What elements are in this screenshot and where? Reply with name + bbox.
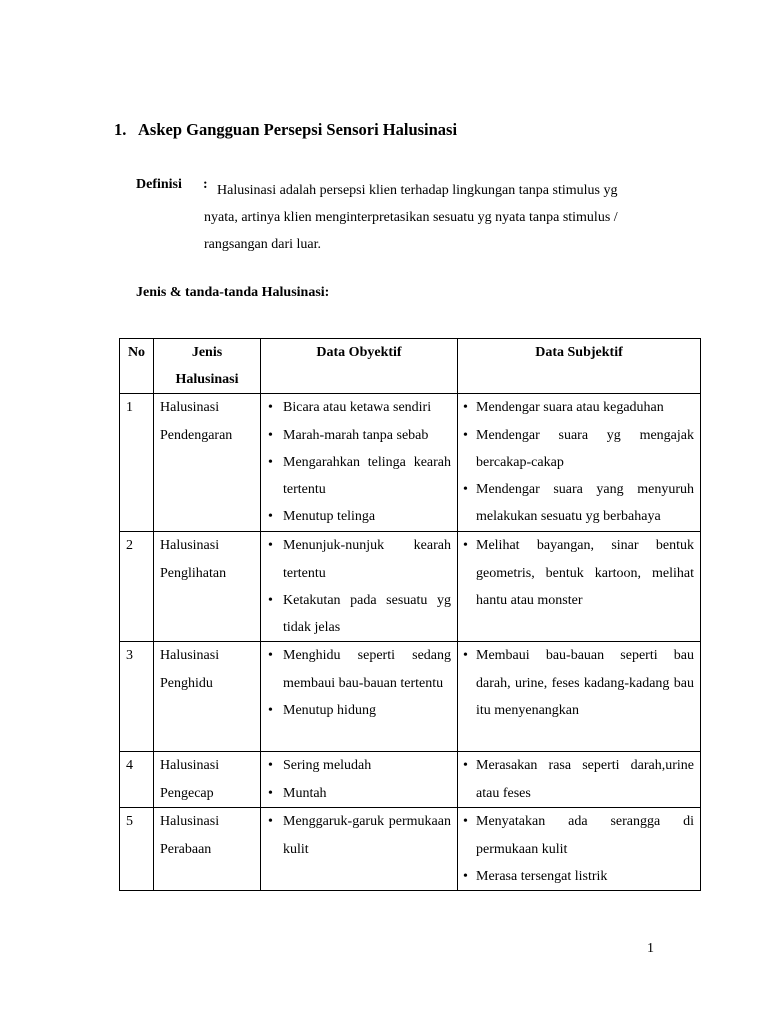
bullet-icon: • <box>268 814 273 830</box>
list-item <box>267 449 451 503</box>
row-subjektif <box>458 808 701 891</box>
list-item <box>267 752 451 779</box>
list-item-text: Merasa tersengat listrik <box>476 868 608 884</box>
table-row <box>120 642 701 752</box>
halusinasi-table <box>119 338 701 891</box>
row-number: 2 <box>120 532 154 642</box>
list-item <box>267 503 451 530</box>
obyektif-list <box>267 808 451 862</box>
bullet-icon: • <box>463 648 468 664</box>
row-jenis <box>154 532 261 642</box>
bullet-icon: • <box>268 509 273 525</box>
bullet-icon: • <box>463 427 468 443</box>
list-item <box>267 780 451 807</box>
subjektif-list <box>464 642 694 724</box>
definition-line: rangsangan dari luar. <box>204 237 322 252</box>
list-item <box>267 808 451 862</box>
list-item-text: Membaui bau-bauan seperti bau darah, urine, feses kadang-kadang bau itu menyenangkan <box>476 648 694 718</box>
table-row <box>120 808 701 891</box>
list-item-text: Merasakan rasa seperti darah,urine atau feses <box>476 758 694 801</box>
obyektif-list <box>267 532 451 641</box>
list-item <box>464 422 694 476</box>
list-item-text: Marah-marah tanpa sebab <box>283 427 429 443</box>
header-subjektif: Data Subjektif <box>458 339 701 394</box>
row-subjektif <box>458 532 701 642</box>
list-item-text: Sering meludah <box>283 758 372 774</box>
page-number: 1 <box>647 941 654 956</box>
list-item <box>267 697 451 724</box>
row-obyektif <box>261 752 458 808</box>
row-jenis-line: Halusinasi <box>160 538 220 554</box>
list-item-text: Menyatakan ada serangga di permukaan kulit <box>476 814 694 857</box>
row-number: 1 <box>120 394 154 532</box>
subjektif-list <box>464 394 694 530</box>
row-jenis-line: Penglihatan <box>160 565 227 581</box>
list-item-text: Mendengar suara atau kegaduhan <box>476 400 664 416</box>
bullet-icon: • <box>463 814 468 830</box>
header-no: No <box>120 339 154 394</box>
list-item-text: Menunjuk-nunjuk kearah tertentu <box>283 538 451 581</box>
obyektif-list <box>267 394 451 530</box>
bullet-icon: • <box>268 648 273 664</box>
row-jenis <box>154 808 261 891</box>
row-obyektif <box>261 394 458 532</box>
row-jenis-line: Halusinasi <box>160 758 220 774</box>
definition-line: nyata, artinya klien menginterpretasikan sesuatu yg nyata tanpa stimulus / <box>204 210 618 225</box>
bullet-icon: • <box>463 868 468 884</box>
list-item-text: Menutup telinga <box>283 509 376 525</box>
row-jenis-line: Perabaan <box>160 841 212 857</box>
list-item <box>267 394 451 421</box>
table-body <box>120 394 701 891</box>
row-jenis <box>154 394 261 532</box>
bullet-icon: • <box>268 785 273 801</box>
header-jenis-line: Jenis <box>191 345 223 360</box>
row-jenis-line: Halusinasi <box>160 814 220 830</box>
table-header-row <box>120 339 701 394</box>
list-item <box>464 394 694 421</box>
list-item-text: Menutup hidung <box>283 702 376 718</box>
list-item <box>464 863 694 890</box>
row-jenis <box>154 752 261 808</box>
list-item-text: Bicara atau ketawa sendiri <box>283 400 432 416</box>
row-jenis <box>154 642 261 752</box>
row-number: 3 <box>120 642 154 752</box>
bullet-icon: • <box>268 592 273 608</box>
section-title: Askep Gangguan Persepsi Sensori Halusinasi <box>138 120 458 139</box>
bullet-icon: • <box>268 427 273 443</box>
subjektif-list <box>464 808 694 890</box>
table-row <box>120 752 701 808</box>
row-jenis-line: Penghidu <box>160 675 213 691</box>
header-jenis <box>154 339 261 394</box>
list-item-text: Ketakutan pada sesuatu yg tidak jelas <box>283 592 451 636</box>
list-item <box>464 642 694 724</box>
list-item-text: Menggaruk-garuk permukaan kulit <box>283 814 451 857</box>
subjektif-list <box>464 532 694 614</box>
list-item <box>267 422 451 449</box>
row-obyektif <box>261 642 458 752</box>
list-item-text: Mendengar suara yg mengajak bercakap-cakap <box>476 427 694 470</box>
bullet-icon: • <box>268 538 273 554</box>
section-number: 1. <box>114 120 127 139</box>
table-row <box>120 532 701 642</box>
bullet-icon: • <box>463 538 468 554</box>
definition-label: Definisi <box>136 177 182 192</box>
definition-text <box>204 177 664 258</box>
row-subjektif <box>458 642 701 752</box>
row-jenis-line: Pendengaran <box>160 427 233 443</box>
bullet-icon: • <box>463 482 468 498</box>
row-subjektif <box>458 752 701 808</box>
list-item-text: Melihat bayangan, sinar bentuk geometris, bentuk kartoon, melihat hantu atau monster <box>476 538 694 608</box>
list-item-text: Menghidu seperti sedang membaui bau-bauan tertentu <box>283 648 451 691</box>
definition-line: Halusinasi adalah persepsi klien terhadap lingkungan tanpa stimulus yg <box>217 183 618 198</box>
bullet-icon: • <box>268 758 273 774</box>
list-item <box>464 476 694 530</box>
list-item <box>464 808 694 862</box>
list-item-text: Mengarahkan telinga kearah tertentu <box>283 454 451 498</box>
list-item <box>267 532 451 586</box>
row-obyektif <box>261 808 458 891</box>
bullet-icon: • <box>463 400 468 416</box>
bullet-icon: • <box>463 758 468 774</box>
list-item <box>464 752 694 806</box>
bullet-icon: • <box>268 454 273 470</box>
subjektif-list <box>464 752 694 806</box>
table-row <box>120 394 701 532</box>
definition-colon: : <box>203 177 208 192</box>
list-item <box>267 642 451 696</box>
row-jenis-line: Halusinasi <box>160 400 220 416</box>
row-obyektif <box>261 532 458 642</box>
list-item-text: Mendengar suara yang menyuruh melakukan sesuatu yg berbahaya <box>476 482 694 525</box>
list-item <box>267 587 451 641</box>
row-jenis-line: Halusinasi <box>160 648 220 664</box>
bullet-icon: • <box>268 702 273 718</box>
list-item <box>464 532 694 614</box>
obyektif-list <box>267 642 451 724</box>
bullet-icon: • <box>268 400 273 416</box>
header-obyektif: Data Obyektif <box>261 339 458 394</box>
row-number: 4 <box>120 752 154 808</box>
subheading: Jenis & tanda-tanda Halusinasi: <box>136 285 330 300</box>
section-heading <box>114 120 457 140</box>
row-jenis-line: Pengecap <box>160 785 214 801</box>
header-jenis-line: Halusinasi <box>175 372 239 388</box>
row-subjektif <box>458 394 701 532</box>
list-item-text: Muntah <box>283 785 327 801</box>
row-number: 5 <box>120 808 154 891</box>
obyektif-list <box>267 752 451 806</box>
